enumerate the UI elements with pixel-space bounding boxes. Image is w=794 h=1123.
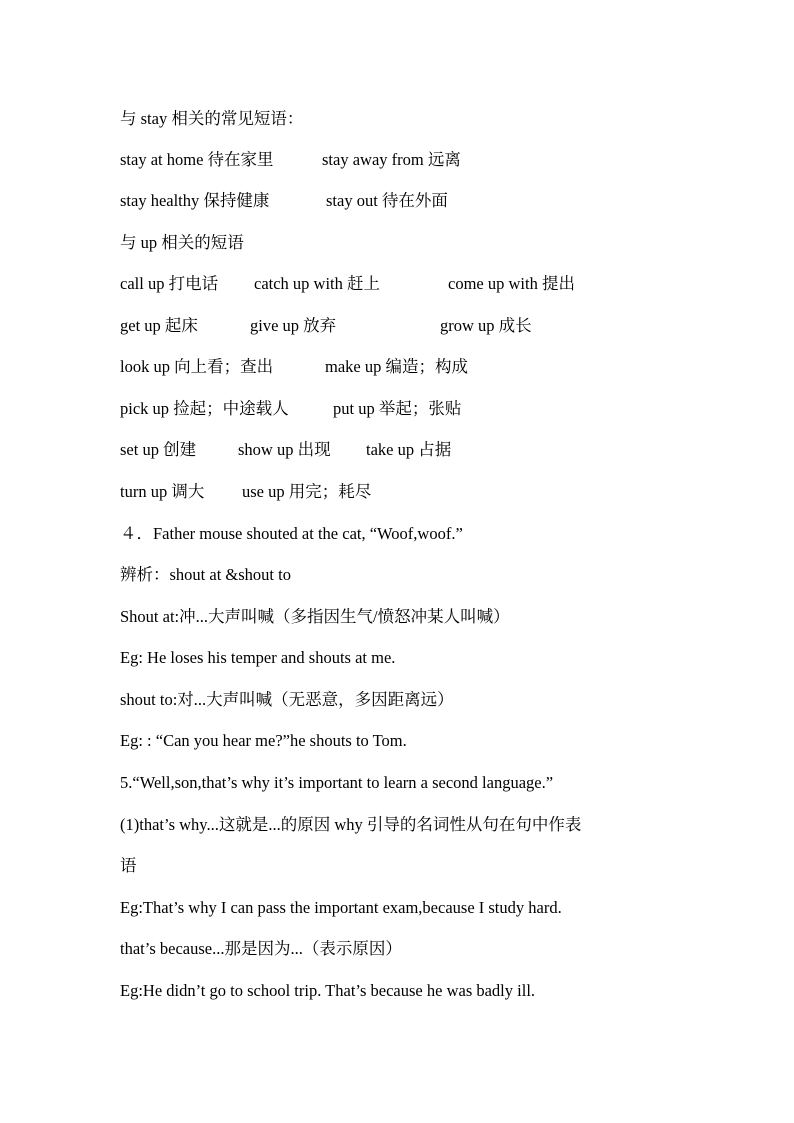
phrase-use-up: use up 用完；耗尽: [242, 482, 372, 501]
phrase-stay-at-home: stay at home 待在家里: [120, 150, 274, 169]
item-5-example-2: Eg:He didn’t go to school trip. That’s because he was badly ill.: [120, 981, 536, 1000]
phrase-turn-up: turn up 调大: [120, 482, 205, 501]
phrase-stay-healthy: stay healthy 保持健康: [120, 191, 270, 210]
item-5-point-1-line-1: (1)that’s why...这就是...的原因 why 引导的名词性从句在句中作表: [120, 815, 582, 834]
phrase-look-up: look up 向上看；查出: [120, 357, 274, 376]
shout-to-example: Eg: : “Can you hear me?”he shouts to Tom.: [120, 731, 407, 750]
phrase-set-up: set up 创建: [120, 440, 197, 459]
phrase-come-up-with: come up with 提出: [448, 274, 575, 293]
phrase-take-up: take up 占据: [366, 440, 452, 459]
phrase-show-up: show up 出现: [238, 440, 331, 459]
phrase-put-up: put up 举起；张贴: [333, 399, 462, 418]
item-4-title: ４．Father mouse shouted at the cat, “Woof,woof.”: [120, 524, 463, 543]
phrase-stay-away-from: stay away from 远离: [322, 150, 461, 169]
shout-at-definition: Shout at:冲...大声叫喊（多指因生气/愤怒冲某人叫喊）: [120, 607, 510, 626]
up-phrases-heading: 与 up 相关的短语: [120, 233, 244, 252]
item-5-example-1: Eg:That’s why I can pass the important exam,because I study hard.: [120, 898, 562, 917]
phrase-stay-out: stay out 待在外面: [326, 191, 448, 210]
item-5-title: 5.“Well,son,that’s why it’s important to learn a second language.”: [120, 773, 554, 792]
phrase-call-up: call up 打电话: [120, 274, 219, 293]
phrase-make-up: make up 编造；构成: [325, 357, 468, 376]
stay-phrases-heading: 与 stay 相关的常见短语：: [120, 109, 304, 128]
item-5-point-1-line-2: 语: [120, 856, 137, 875]
phrase-catch-up-with: catch up with 赶上: [254, 274, 381, 293]
shout-to-definition: shout to:对...大声叫喊（无恶意，多因距离远）: [120, 690, 454, 709]
shout-at-example: Eg: He loses his temper and shouts at me.: [120, 648, 396, 667]
phrase-pick-up: pick up 捡起；中途载人: [120, 399, 289, 418]
phrase-grow-up: grow up 成长: [440, 316, 532, 335]
thats-because-definition: that’s because...那是因为...（表示原因）: [120, 939, 402, 958]
phrase-get-up: get up 起床: [120, 316, 198, 335]
item-4-analysis: 辨析：shout at &shout to: [120, 565, 291, 584]
phrase-give-up: give up 放弃: [250, 316, 337, 335]
